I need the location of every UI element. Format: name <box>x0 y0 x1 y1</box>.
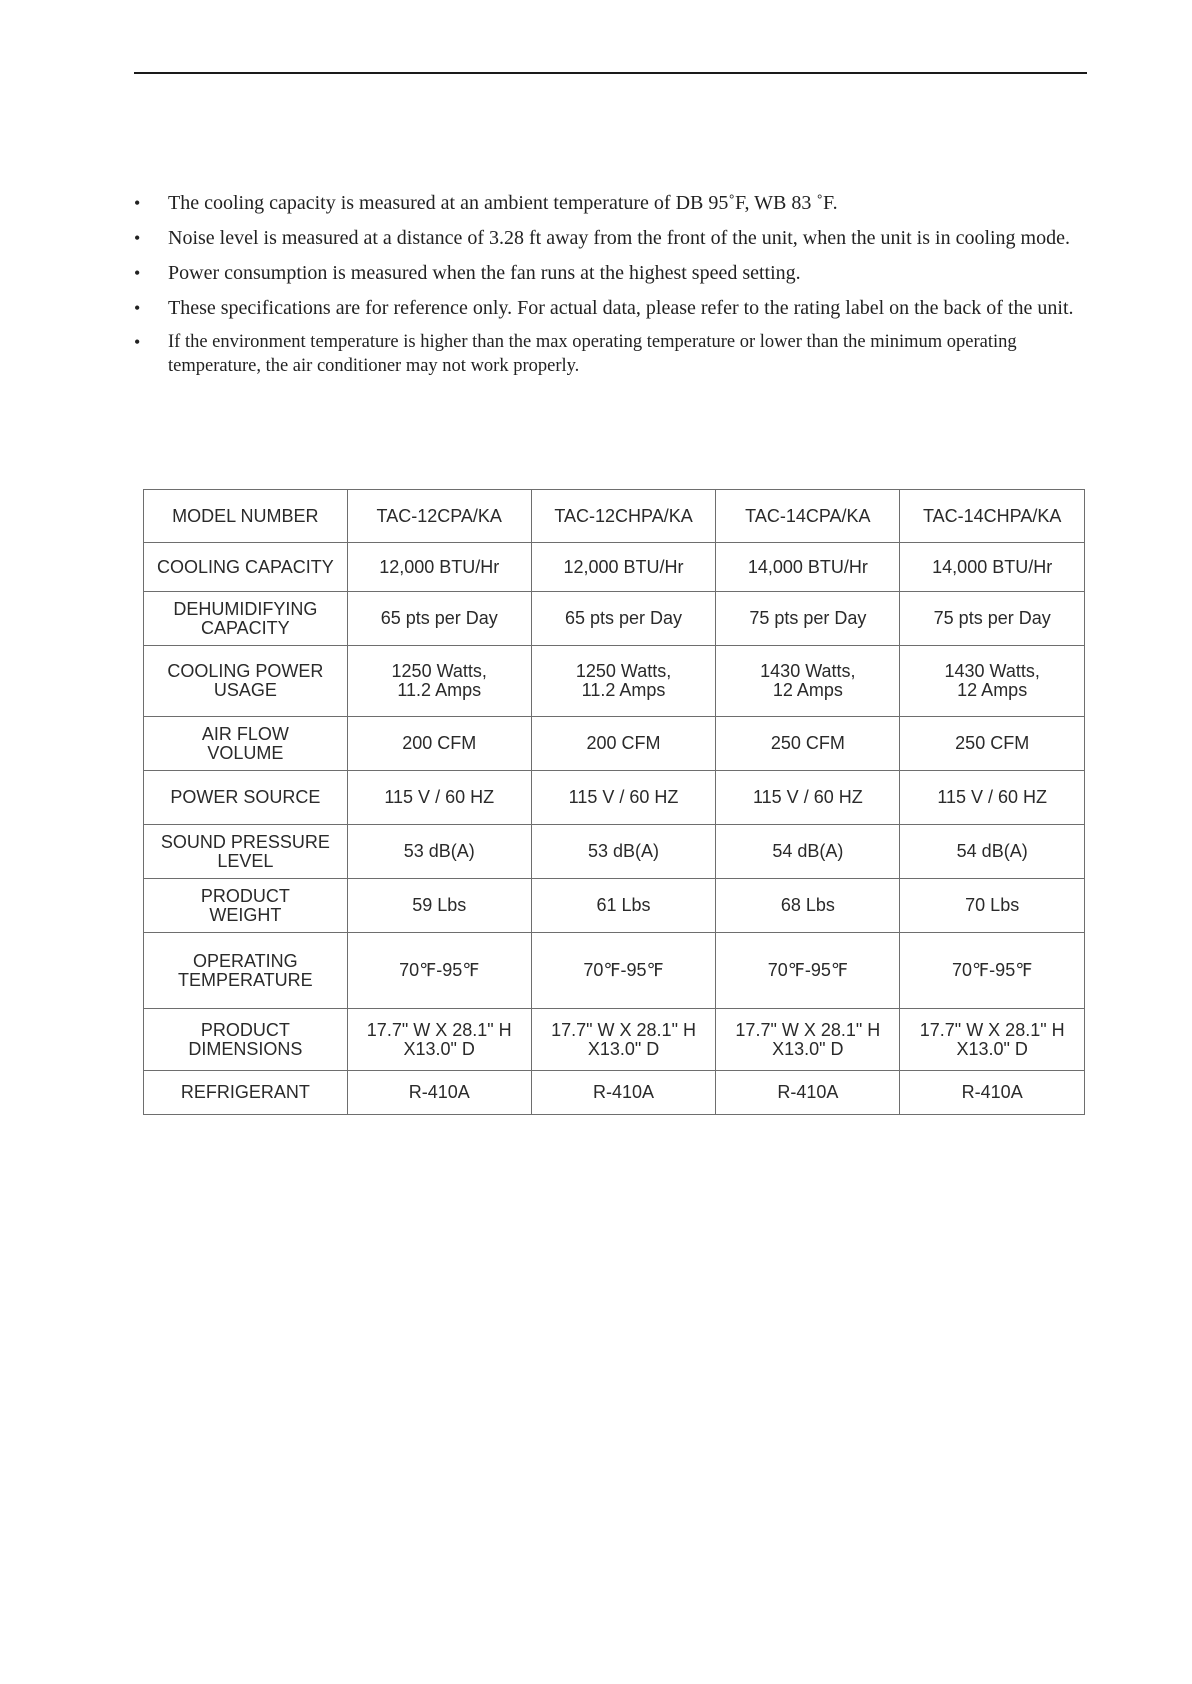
table-cell: 54 dB(A) <box>716 825 900 879</box>
note-text: If the environment temperature is higher than the max operating temperature or lower than the minimum operating temperature, the air conditioner may not work properly. <box>168 332 1017 376</box>
table-cell: 115 V / 60 HZ <box>531 771 716 825</box>
table-cell: 17.7" W X 28.1" H X13.0" D <box>347 1009 531 1071</box>
row-label: COOLING CAPACITY <box>144 543 348 592</box>
table-row-product-weight <box>144 879 1085 933</box>
note-item <box>130 190 1090 216</box>
table-cell: R-410A <box>716 1071 900 1115</box>
note-text: Power consumption is measured when the fan runs at the highest speed setting. <box>168 262 801 284</box>
table-cell: R-410A <box>347 1071 531 1115</box>
table-row-product-dimensions <box>144 1009 1085 1071</box>
bullet-icon: • <box>134 228 141 248</box>
table-cell: 70℉-95℉ <box>716 933 900 1009</box>
note-text: Noise level is measured at a distance of 3.28 ft away from the front of the unit, when the unit is in cooling mode. <box>168 227 1070 249</box>
table-cell: TAC-12CPA/KA <box>347 490 531 543</box>
table-cell: R-410A <box>531 1071 716 1115</box>
row-label: PRODUCT WEIGHT <box>144 879 348 933</box>
table-cell: 200 CFM <box>531 717 716 771</box>
bullet-icon: • <box>134 193 141 213</box>
table-cell: 65 pts per Day <box>347 592 531 646</box>
note-text: These specifications are for reference only. For actual data, please refer to the rating label on the back of the unit. <box>168 297 1074 319</box>
spec-notes-list <box>130 190 1090 387</box>
table-cell: 200 CFM <box>347 717 531 771</box>
specifications-table <box>143 489 1085 1115</box>
table-row-cooling-power-usage <box>144 646 1085 717</box>
row-label: OPERATING TEMPERATURE <box>144 933 348 1009</box>
table-cell: 14,000 BTU/Hr <box>716 543 900 592</box>
header-rule <box>134 72 1087 74</box>
table-row-dehumidifying-capacity <box>144 592 1085 646</box>
table-cell: 70℉-95℉ <box>531 933 716 1009</box>
table-row-air-flow-volume <box>144 717 1085 771</box>
table-cell: 70 Lbs <box>900 879 1085 933</box>
table-cell: TAC-12CHPA/KA <box>531 490 716 543</box>
row-label: DEHUMIDIFYING CAPACITY <box>144 592 348 646</box>
note-text: The cooling capacity is measured at an ambient temperature of DB 95˚F, WB 83 ˚F. <box>168 192 838 214</box>
table-cell: 1250 Watts, 11.2 Amps <box>347 646 531 717</box>
table-cell: TAC-14CHPA/KA <box>900 490 1085 543</box>
table-row-power-source <box>144 771 1085 825</box>
table-row-refrigerant <box>144 1071 1085 1115</box>
bullet-icon: • <box>134 332 141 352</box>
table-cell: R-410A <box>900 1071 1085 1115</box>
table-row-operating-temperature <box>144 933 1085 1009</box>
table-cell: 68 Lbs <box>716 879 900 933</box>
row-label: SOUND PRESSURE LEVEL <box>144 825 348 879</box>
table-cell: 1430 Watts, 12 Amps <box>900 646 1085 717</box>
table-cell: 250 CFM <box>716 717 900 771</box>
table-cell: 54 dB(A) <box>900 825 1085 879</box>
table-cell: 53 dB(A) <box>531 825 716 879</box>
row-label: POWER SOURCE <box>144 771 348 825</box>
table-cell: TAC-14CPA/KA <box>716 490 900 543</box>
table-cell: 1430 Watts, 12 Amps <box>716 646 900 717</box>
table-cell: 17.7" W X 28.1" H X13.0" D <box>716 1009 900 1071</box>
row-label: AIR FLOW VOLUME <box>144 717 348 771</box>
table-cell: 115 V / 60 HZ <box>716 771 900 825</box>
table-cell: 53 dB(A) <box>347 825 531 879</box>
note-item <box>130 330 1090 378</box>
table-row-cooling-capacity <box>144 543 1085 592</box>
table-row-sound-pressure-level <box>144 825 1085 879</box>
table-cell: 14,000 BTU/Hr <box>900 543 1085 592</box>
table-cell: 75 pts per Day <box>900 592 1085 646</box>
row-label: REFRIGERANT <box>144 1071 348 1115</box>
note-item <box>130 295 1090 321</box>
table-cell: 17.7" W X 28.1" H X13.0" D <box>900 1009 1085 1071</box>
table-cell: 1250 Watts, 11.2 Amps <box>531 646 716 717</box>
row-label: MODEL NUMBER <box>144 490 348 543</box>
table-cell: 75 pts per Day <box>716 592 900 646</box>
bullet-icon: • <box>134 298 141 318</box>
row-label: PRODUCT DIMENSIONS <box>144 1009 348 1071</box>
table-cell: 250 CFM <box>900 717 1085 771</box>
table-cell: 65 pts per Day <box>531 592 716 646</box>
table-cell: 59 Lbs <box>347 879 531 933</box>
table-cell: 70℉-95℉ <box>347 933 531 1009</box>
table-cell: 70℉-95℉ <box>900 933 1085 1009</box>
table-cell: 12,000 BTU/Hr <box>347 543 531 592</box>
table-cell: 115 V / 60 HZ <box>900 771 1085 825</box>
bullet-icon: • <box>134 263 141 283</box>
row-label: COOLING POWER USAGE <box>144 646 348 717</box>
table-cell: 115 V / 60 HZ <box>347 771 531 825</box>
note-item <box>130 260 1090 286</box>
table-cell: 12,000 BTU/Hr <box>531 543 716 592</box>
note-item <box>130 225 1090 251</box>
table-row-model-number <box>144 490 1085 543</box>
table-cell: 17.7" W X 28.1" H X13.0" D <box>531 1009 716 1071</box>
table-cell: 61 Lbs <box>531 879 716 933</box>
